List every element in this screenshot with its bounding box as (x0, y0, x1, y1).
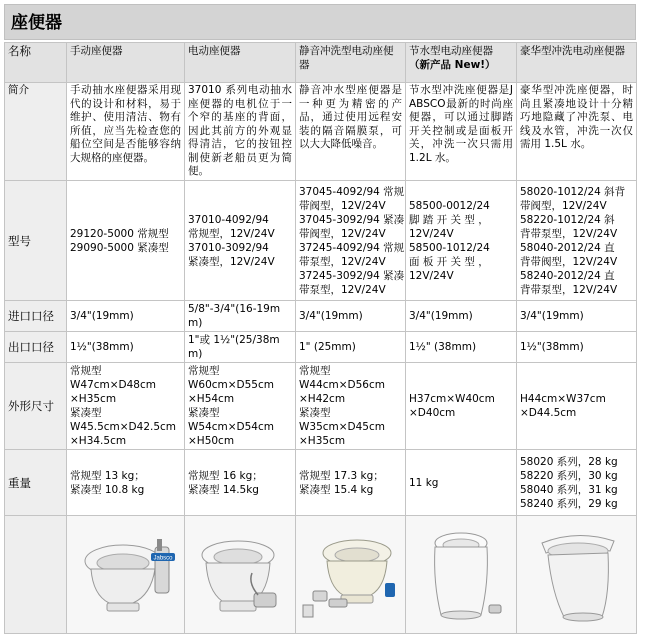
row-label-outlet: 出口口径 (5, 332, 67, 363)
spec-table (4, 42, 637, 634)
cell-line: 37245-4092/94 常规 (299, 241, 405, 254)
cell-line: 37045-4092/94 常规 (299, 185, 405, 198)
column-label: 名称 (5, 43, 67, 83)
cell-line: 58020-1012/24 斜背 (520, 185, 626, 198)
page-title: 座便器 (4, 4, 636, 40)
cell-line: 58500-0012/24 (409, 199, 490, 212)
cell-line: 58040-2012/24 直 (520, 241, 615, 254)
model-cell (67, 181, 185, 301)
cell-line: 12V/24V (409, 227, 454, 240)
cell-line: 58020 系列，28 kg (520, 455, 618, 468)
weight-cell (406, 450, 517, 516)
row-label-photo (5, 516, 67, 634)
inlet-cell: 3/4"(19mm) (406, 301, 517, 332)
photo-cell (67, 516, 185, 634)
product-name: 节水型电动座便器 (409, 45, 493, 57)
cell-line: 常规型 16 kg； (188, 469, 263, 482)
cell-line: 常规型 17.3 kg； (299, 469, 384, 482)
cell-line: 58240 系列，29 kg (520, 497, 618, 510)
cell-line: 紧凑型，12V/24V (188, 255, 275, 268)
cell-line: 紧凑型 (188, 407, 220, 419)
inlet-cell: 5/8"-3/4"(16-19mm) (185, 301, 296, 332)
product-name-cell (517, 43, 637, 83)
electric-toilet-photo (188, 525, 293, 625)
inlet-row (5, 301, 637, 332)
intro-cell: 手动抽水座便器采用现代的设计和材料，易于维护、使用清洁、物有所值，应当先检查您的船位空间是否能够容纳大规格的座便器。 (67, 83, 185, 181)
inlet-cell: 3/4"(19mm) (517, 301, 637, 332)
cell-line: 背带泵型，12V/24V (520, 227, 618, 240)
row-label-inlet: 进口口径 (5, 301, 67, 332)
header-row (5, 43, 637, 83)
cell-line: 紧凑型 15.4 kg (299, 483, 374, 496)
intro-cell: 节水型冲洗座便器是JABSCO最新的时尚座便器，可以通过脚踏开关控制或是面板开关，冲洗一次只需用 1.2L 水。 (406, 83, 517, 181)
cell-line: 29120-5000 常规型 (70, 227, 169, 240)
water-saver-toilet-photo (411, 523, 511, 627)
cell-line: ×H50cm (188, 435, 235, 447)
product-name: 静音冲洗型电动座便器 (299, 45, 394, 71)
row-label-weight: 重量 (5, 450, 67, 516)
cell-line: 带阀型，12V/24V (299, 199, 386, 212)
outlet-cell: 1½" (38mm) (406, 332, 517, 363)
cell-line: ×H54cm (188, 393, 235, 405)
cell-line: 12V/24V (409, 269, 454, 282)
model-cell (517, 181, 637, 301)
inlet-cell: 3/4"(19mm) (67, 301, 185, 332)
cell-line: 常规型，12V/24V (188, 227, 275, 240)
inlet-cell: 3/4"(19mm) (296, 301, 406, 332)
cell-line: 紧凑型 14.5kg (188, 483, 259, 496)
photo-cell (296, 516, 406, 634)
cell-line: 背带阀型，12V/24V (520, 255, 618, 268)
cell-line: W47cm×D48cm (70, 379, 156, 391)
product-name: 电动座便器 (188, 45, 241, 57)
intro-cell: 37010 系列电动抽水座便器的电机位于一个窄的基座的背面，因此其前方的外观显得清洁，它的按钮控制使新老船员更为简便。 (185, 83, 296, 181)
intro-row (5, 83, 637, 181)
outlet-cell: 1½"(38mm) (67, 332, 185, 363)
cell-line: H37cm×W40cm (409, 393, 495, 405)
cell-line: 58240-2012/24 直 (520, 269, 615, 282)
dims-cell (517, 363, 637, 450)
cell-line: 背带泵型，12V/24V (520, 283, 618, 296)
cell-line: 紧凑型 (299, 407, 331, 419)
cell-line: ×H34.5cm (70, 435, 127, 447)
outlet-cell: 1" (25mm) (296, 332, 406, 363)
row-label-dims: 外形尺寸 (5, 363, 67, 450)
deluxe-flush-toilet-photo (522, 523, 632, 627)
cell-line: 紧凑型 10.8 kg (70, 483, 145, 496)
row-label-intro: 简介 (5, 83, 67, 181)
cell-line: 37010-4092/94 (188, 213, 269, 226)
cell-line: H44cm×W37cm (520, 393, 606, 405)
cell-line: W44cm×D56cm (299, 379, 385, 391)
cell-line: ×H35cm (70, 393, 117, 405)
intro-cell: 静音冲水型座便器是一种更为精密的产品，通过使用远程安装的隔音隔膜泵，可以大大降低噪音。 (296, 83, 406, 181)
product-name: 手动座便器 (70, 45, 123, 57)
cell-line: 58220-1012/24 斜 (520, 213, 615, 226)
cell-line: W54cm×D54cm (188, 421, 274, 433)
product-name-cell (185, 43, 296, 83)
model-cell (185, 181, 296, 301)
model-row (5, 181, 637, 301)
cell-line: 常规型 13 kg； (70, 469, 145, 482)
cell-line: 37010-3092/94 (188, 241, 269, 254)
intro-cell: 豪华型冲洗座便器，时尚且紧凑地设计十分精巧地隐藏了冲洗泵、电线及水管，冲洗一次仅需用 1.5L 水。 (517, 83, 637, 181)
cell-line: 常规型 (70, 365, 102, 377)
photo-cell (185, 516, 296, 634)
weight-cell (296, 450, 406, 516)
cell-line: 带阀型，12V/24V (520, 199, 607, 212)
cell-line: ×D40cm (409, 407, 456, 419)
cell-line: 58040 系列，31 kg (520, 483, 618, 496)
cell-line: 紧凑型 (70, 407, 102, 419)
cell-line: W60cm×D55cm (188, 379, 274, 391)
cell-line: 11 kg (409, 476, 439, 489)
cell-line: 面 板 开 关 型 ， (409, 255, 489, 268)
cell-line: 58220 系列，30 kg (520, 469, 618, 482)
weight-cell (67, 450, 185, 516)
cell-line: 带阀型，12V/24V (299, 227, 386, 240)
dims-cell (185, 363, 296, 450)
cell-line: W35cm×D45cm (299, 421, 385, 433)
photo-cell (406, 516, 517, 634)
dims-cell (296, 363, 406, 450)
cell-line: ×D44.5cm (520, 407, 577, 419)
cell-line: 37045-3092/94 紧凑 (299, 213, 405, 226)
cell-line: ×H42cm (299, 393, 346, 405)
cell-line: W45.5cm×D42.5cm (70, 421, 177, 433)
cell-line: 37245-3092/94 紧凑 (299, 269, 405, 282)
photo-cell (517, 516, 637, 634)
model-cell (406, 181, 517, 301)
weight-cell (185, 450, 296, 516)
cell-line: 58500-1012/24 (409, 241, 490, 254)
weight-cell (517, 450, 637, 516)
cell-line: 脚 踏 开 关 型 ， (409, 213, 489, 226)
product-name-cell (296, 43, 406, 83)
photo-row (5, 516, 637, 634)
quiet-flush-toilet-photo (299, 525, 404, 625)
outlet-cell: 1½"(38mm) (517, 332, 637, 363)
row-label-model: 型号 (5, 181, 67, 301)
cell-line: 常规型 (188, 365, 220, 377)
cell-line: 常规型 (299, 365, 331, 377)
new-product-tag: （新产品 New!） (409, 59, 496, 71)
dims-row (5, 363, 637, 450)
manual-toilet-photo (71, 525, 181, 625)
model-cell (296, 181, 406, 301)
cell-line: 带泵型，12V/24V (299, 255, 386, 268)
product-name-cell (67, 43, 185, 83)
product-name-cell (406, 43, 517, 83)
product-name: 豪华型冲洗电动座便器 (520, 45, 625, 57)
cell-line: ×H35cm (299, 435, 346, 447)
outlet-cell: 1"或 1½"(25/38mm) (185, 332, 296, 363)
outlet-row (5, 332, 637, 363)
cell-line: 29090-5000 紧凑型 (70, 241, 169, 254)
dims-cell (406, 363, 517, 450)
dims-cell (67, 363, 185, 450)
cell-line: 带泵型，12V/24V (299, 283, 386, 296)
brand-text: Jabsco (152, 555, 173, 561)
weight-row (5, 450, 637, 516)
